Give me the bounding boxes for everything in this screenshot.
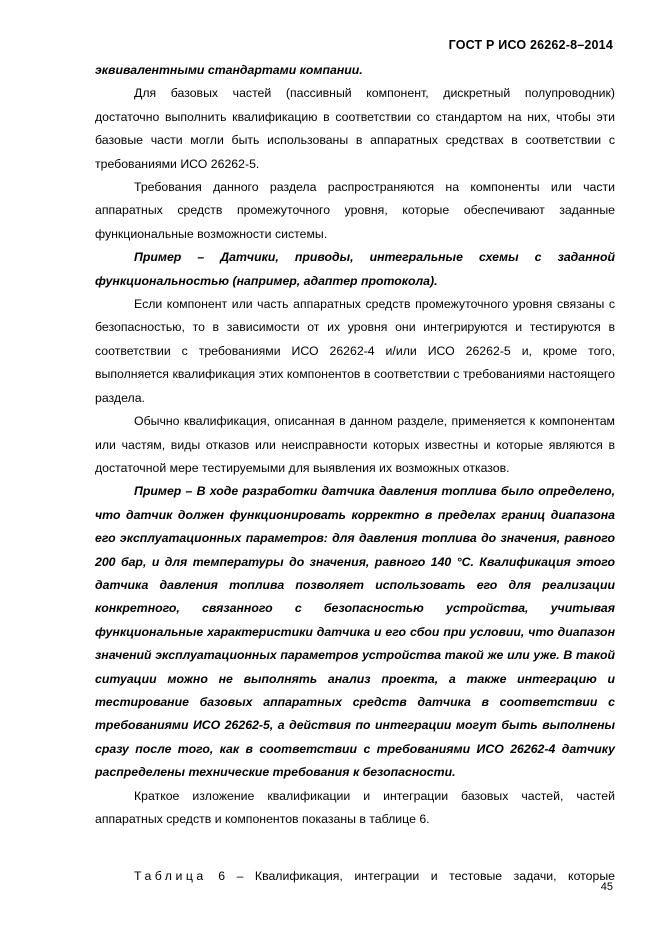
table-caption — [95, 865, 615, 888]
paragraph: Для базовых частей (пассивный компонент, дискретный полупроводник) достаточно выполнить квалификацию в соответствии со стандартом на них, чтобы эти базовые части могли быть использованы в аппаратных средствах в соответствии с требованиями ИСО 26262-5. — [95, 86, 615, 171]
paragraph: Краткое изложение квалификации и интеграции базовых частей, частей аппаратных средств и компонентов показаны в таблице 6. — [95, 788, 615, 826]
document-header: ГОСТ Р ИСО 26262-8–2014 — [448, 38, 613, 52]
table-caption-text: 6 – Квалификация, интеграции и тестовые задачи, которые — [218, 869, 615, 884]
paragraph: Если компонент или часть аппаратных средств промежуточного уровня связаны с безопасностью, то в зависимости от их уровня они интегрируются и тестируются в соответствии с требованиями ИСО 26262-4 и/или ИСО 26262-5 и, кроме того, выполняется квалификация этих компонентов в соответствии с требованиями настоящего раздела. — [95, 297, 615, 405]
document-body — [95, 59, 615, 889]
paragraph-continuation: эквивалентными стандартами компании. — [95, 63, 363, 77]
paragraph: Обычно квалификация, описанная в данном разделе, применяется к компонентам или частям, виды отказов или неисправности которых известны и которые являются в достаточной мере тестируемыми для выявления их возможных отказов. — [95, 414, 615, 475]
paragraph: Требования данного раздела распространяются на компоненты или части аппаратных средств промежуточного уровня, которые обеспечивают заданные функциональные возможности системы. — [95, 180, 615, 241]
example-paragraph: Пример – Датчики, приводы, интегральные схемы с заданной функциональностью (например, адаптер протокола). — [95, 250, 615, 288]
example-paragraph: Пример – В ходе разработки датчика давления топлива было определено, что датчик должен функционировать корректно в пределах границ диапазона его эксплуатационных параметров: для давления топлива до значения, равного 200 бар, и для температуры до значения, равного 140 °С. Квалификация этого датчика давления топлива позволяет использовать его для реализации конкретного, связанного с безопасностью устройства, учитывая функциональные характеристики датчика и его сбои при условии, что диапазон значений эксплуатационных параметров устройства такой же или уже. В такой ситуации можно не выполнять анализ проекта, а также интеграцию и тестирование базовых аппаратных средств датчика в соответствии с требованиями ИСО 26262-5, а действия по интеграции могут быть выполнены сразу после того, как в соответствии с требованиями ИСО 26262-4 датчику распределены технические требования к безопасности. — [95, 484, 615, 780]
table-caption-label: Таблица — [134, 869, 207, 884]
page-number: 45 — [600, 881, 613, 893]
